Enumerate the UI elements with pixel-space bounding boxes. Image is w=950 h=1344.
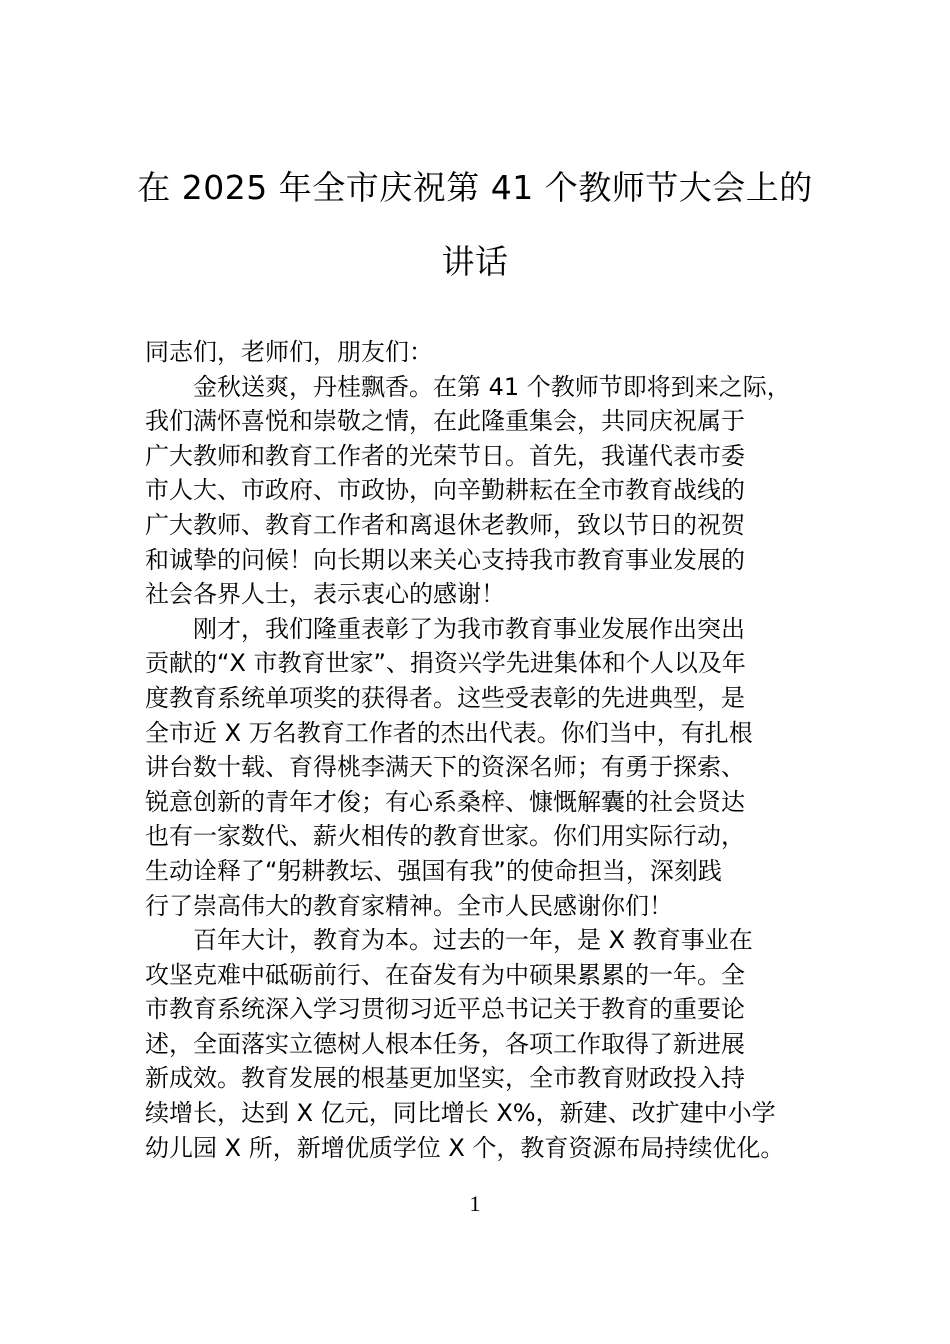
document-title <box>120 168 830 282</box>
paragraph-2-line: 也有一家数代、薪火相传的教育世家。你们用实际行动， <box>145 822 745 851</box>
paragraph-1-line: 广大教师和教育工作者的光荣节日。首先，我谨代表市委 <box>145 441 745 470</box>
paragraph-1-line: 广大教师、教育工作者和离退休老教师，致以节日的祝贺 <box>145 510 745 539</box>
title-line-1: 在 2025 年全市庆祝第 41 个教师节大会上的 <box>137 168 813 207</box>
paragraph-3-line: 市教育系统深入学习贯彻习近平总书记关于教育的重要论 <box>145 995 745 1024</box>
salutation: 同志们，老师们，朋友们： <box>145 338 433 366</box>
paragraph-3-line: 幼儿园 X 所，新增优质学位 X 个，教育资源布局持续优化。 <box>145 1133 785 1162</box>
document-body <box>145 335 815 1165</box>
page-number: 1 <box>469 1191 481 1216</box>
paragraph-3-line: 百年大计，教育为本。过去的一年，是 X 教育事业在 <box>193 926 753 955</box>
paragraph-1-line: 社会各界人士，表示衷心的感谢！ <box>145 580 505 609</box>
paragraph-2-line: 讲台数十载、育得桃李满天下的资深名师；有勇于探索、 <box>145 753 745 782</box>
paragraph-3-line: 续增长，达到 X 亿元，同比增长 X%，新建、改扩建中小学 <box>145 1099 776 1128</box>
paragraph-2-line: 锐意创新的青年才俊；有心系桑梓、慷慨解囊的社会贤达 <box>145 787 745 816</box>
paragraph-1-line: 金秋送爽，丹桂飘香。在第 41 个教师节即将到来之际， <box>193 372 791 401</box>
paragraph-3-line: 新成效。教育发展的根基更加坚实，全市教育财政投入持 <box>145 1064 745 1093</box>
paragraph-3-line: 述，全面落实立德树人根本任务，各项工作取得了新进展 <box>145 1029 745 1058</box>
paragraph-2-line: 生动诠释了“躬耕教坛、强国有我”的使命担当，深刻践 <box>145 856 722 885</box>
paragraph-1-line: 市人大、市政府、市政协，向辛勤耕耘在全市教育战线的 <box>145 476 745 505</box>
title-line-2: 讲话 <box>441 242 509 281</box>
paragraph-2-line: 刚才，我们隆重表彰了为我市教育事业发展作出突出 <box>193 614 745 643</box>
paragraph-3-line: 攻坚克难中砥砺前行、在奋发有为中硕果累累的一年。全 <box>145 960 745 989</box>
paragraph-2-line: 全市近 X 万名教育工作者的杰出代表。你们当中，有扎根 <box>145 718 753 747</box>
paragraph-1-line: 和诚挚的问候！向长期以来关心支持我市教育事业发展的 <box>145 545 745 574</box>
paragraph-1-line: 我们满怀喜悦和崇敬之情，在此隆重集会，共同庆祝属于 <box>145 407 745 436</box>
paragraph-2-line: 度教育系统单项奖的获得者。这些受表彰的先进典型，是 <box>145 683 745 712</box>
paragraph-2-line: 贡献的“X 市教育世家”、捐资兴学先进集体和个人以及年 <box>145 649 746 678</box>
paragraph-2-line: 行了崇高伟大的教育家精神。全市人民感谢你们！ <box>145 891 673 920</box>
